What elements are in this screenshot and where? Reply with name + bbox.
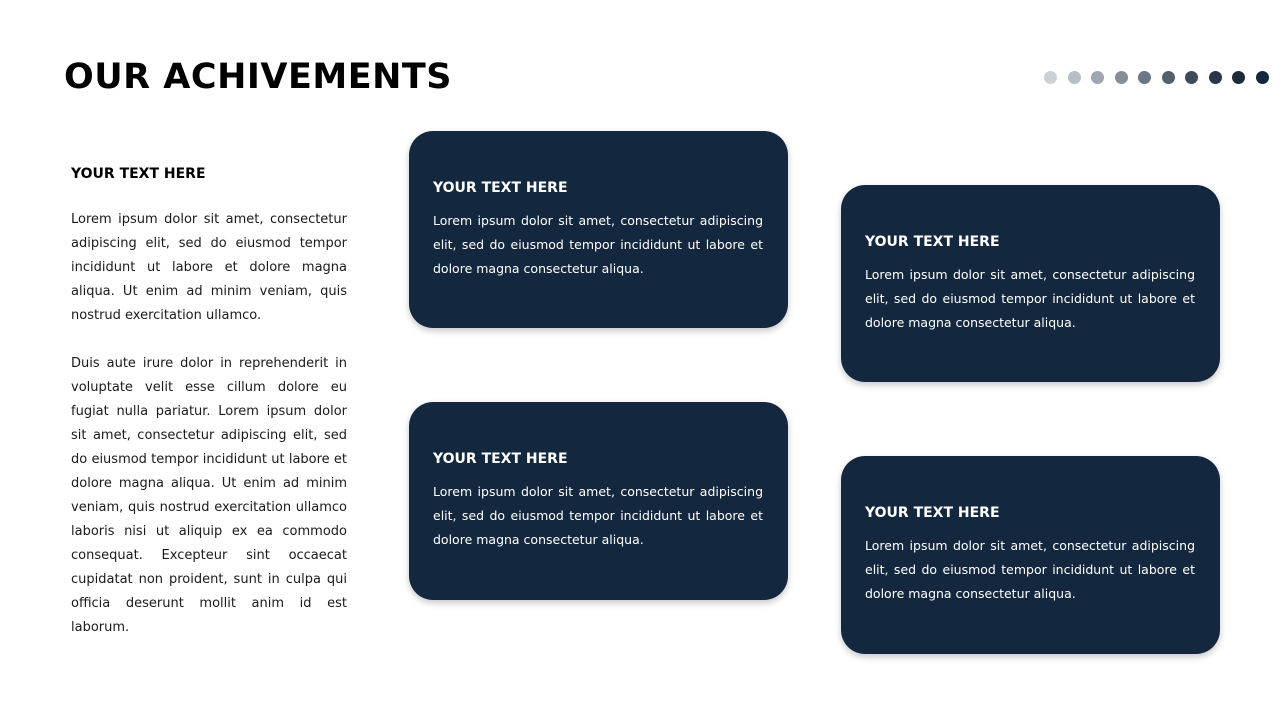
card-heading: YOUR TEXT HERE bbox=[865, 234, 1000, 250]
progress-dot bbox=[1138, 71, 1151, 84]
progress-dot bbox=[1185, 71, 1198, 84]
card-body: Lorem ipsum dolor sit amet, consectetur adipiscing elit, sed do eiusmod tempor incididunt ut labore et dolore magna consectetur aliqua. bbox=[865, 267, 1195, 330]
achievement-card bbox=[409, 402, 788, 600]
progress-dot bbox=[1068, 71, 1081, 84]
left-paragraph: Duis aute irure dolor in reprehenderit in voluptate velit esse cillum dolore eu fugiat nulla pariatur. Lorem ipsum dolor sit amet, consectetur adipiscing elit, sed do eiusmod tempor incididunt ut labore et dolore magna aliqua. Ut enim ad minim veniam, quis nostrud exercitation ullamco laboris nisi ut aliquip ex ea commodo consequat. Excepteur sint occaecat cupidatat non proident, sunt in culpa qui officia deserunt mollit anim id est laborum. bbox=[71, 356, 347, 635]
progress-dot bbox=[1115, 71, 1128, 84]
left-text-column bbox=[71, 162, 347, 664]
achievement-card bbox=[841, 185, 1220, 382]
progress-dot bbox=[1044, 71, 1057, 84]
card-body: Lorem ipsum dolor sit amet, consectetur adipiscing elit, sed do eiusmod tempor incididunt ut labore et dolore magna consectetur aliqua. bbox=[433, 484, 763, 547]
left-paragraph: Lorem ipsum dolor sit amet, consectetur adipiscing elit, sed do eiusmod tempor incididunt ut labore et dolore magna aliqua. Ut enim ad minim veniam, quis nostrud exercitation ullamco. bbox=[71, 212, 347, 323]
card-heading: YOUR TEXT HERE bbox=[865, 505, 1000, 521]
progress-dot bbox=[1091, 71, 1104, 84]
progress-dot bbox=[1256, 71, 1269, 84]
progress-dot bbox=[1232, 71, 1245, 84]
progress-dot bbox=[1209, 71, 1222, 84]
progress-dots bbox=[1044, 71, 1274, 85]
achievement-card bbox=[409, 131, 788, 328]
card-heading: YOUR TEXT HERE bbox=[433, 180, 568, 196]
page-title: OUR ACHIVEMENTS bbox=[64, 57, 453, 97]
progress-dot bbox=[1162, 71, 1175, 84]
card-body: Lorem ipsum dolor sit amet, consectetur adipiscing elit, sed do eiusmod tempor incididunt ut labore et dolore magna consectetur aliqua. bbox=[865, 538, 1195, 601]
card-body: Lorem ipsum dolor sit amet, consectetur adipiscing elit, sed do eiusmod tempor incididunt ut labore et dolore magna consectetur aliqua. bbox=[433, 213, 763, 276]
left-heading: YOUR TEXT HERE bbox=[71, 166, 206, 182]
achievement-card bbox=[841, 456, 1220, 654]
card-heading: YOUR TEXT HERE bbox=[433, 451, 568, 467]
